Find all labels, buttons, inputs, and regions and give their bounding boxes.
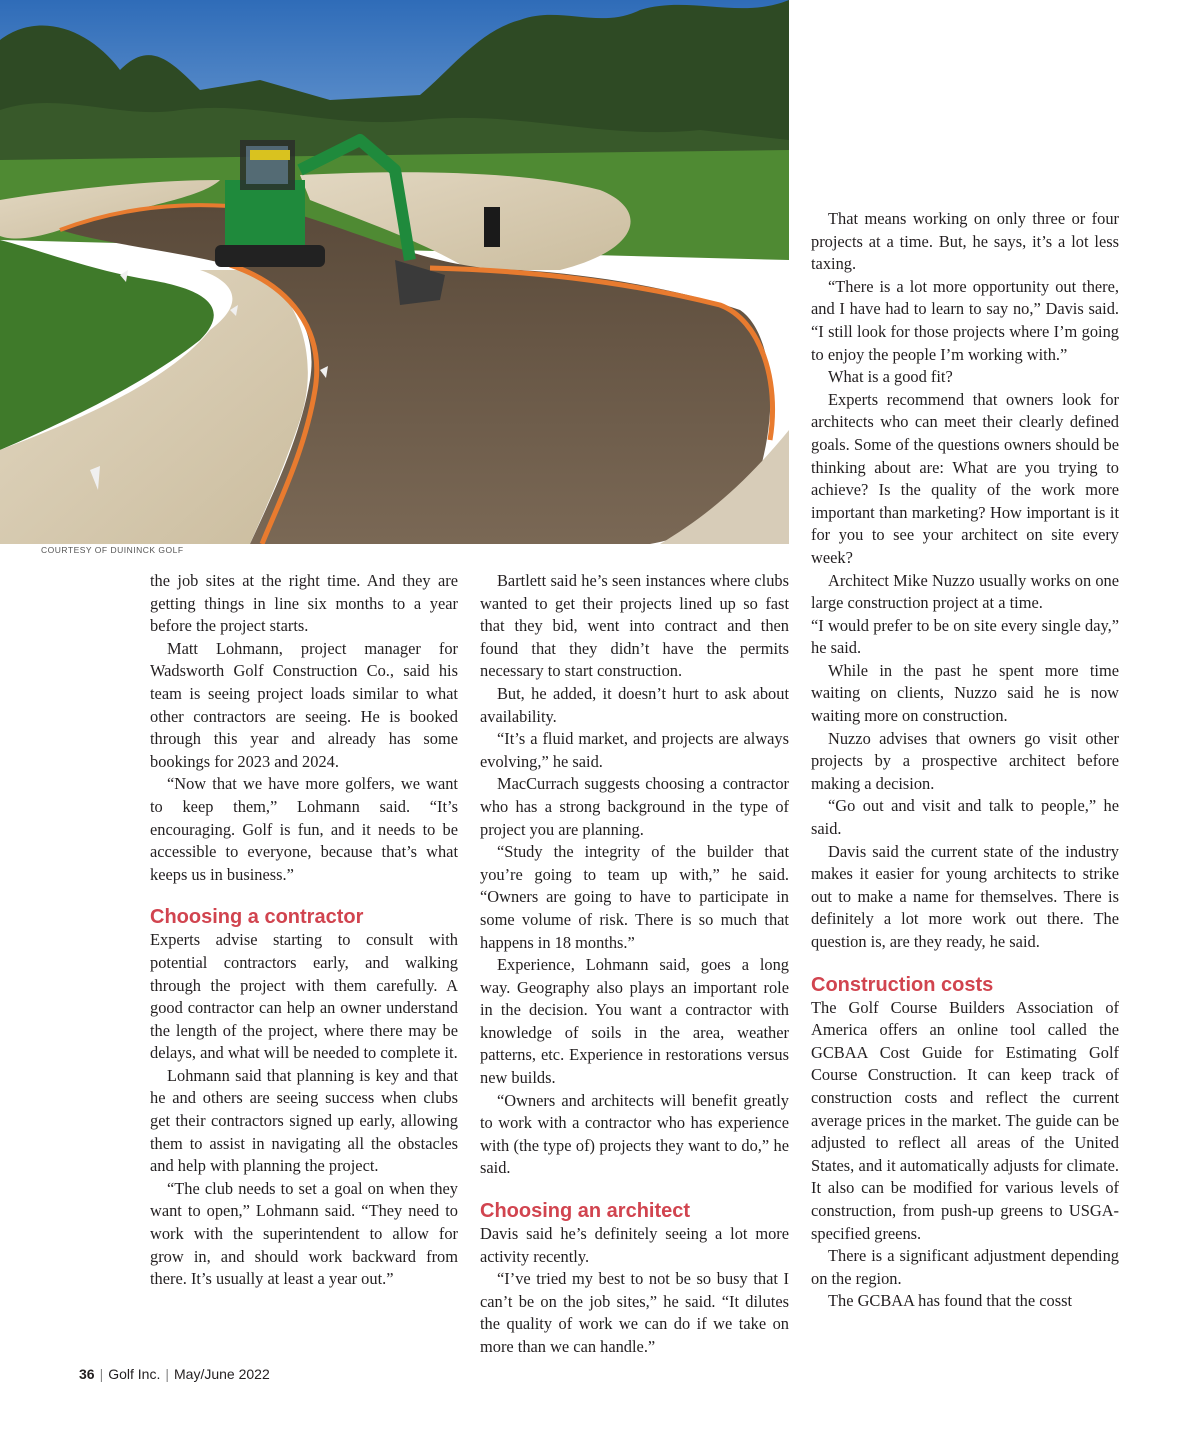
article-column-3 <box>811 208 1119 1313</box>
paragraph: The GCBAA has found that the cosst <box>828 1291 1073 1311</box>
paragraph: Experience, Lohmann said, goes a long way. Geography also plays an important role in the decision. You want a contractor with knowledge of soils in the area, weather patterns, etc. Experience in restorations versus new builds. <box>480 955 789 1088</box>
paragraph: The Golf Course Builders Association of America offers an online tool called the GCBAA Cost Guide for Estimating Golf Course Construction. It can keep track of construction costs and reflect the current average prices in the market. The guide can be adjusted to reflect all areas of the United States, and it automatically adjusts for climate. It also can be modified for various levels of construction, from push-up greens to USGA-specified greens. <box>811 997 1119 1243</box>
paragraph: Davis said the current state of the industry makes it easier for young architects to strike out to make a name for themselves. There is definitely a lot more work out there. The question is, are they ready, he said. <box>811 841 1119 951</box>
paragraph: But, he added, it doesn’t hurt to ask about availability. <box>480 683 789 726</box>
paragraph: There is a significant adjustment depending on the region. <box>811 1246 1119 1288</box>
paragraph: “Study the integrity of the builder that you’re going to team up with,” he said. “Owners are going to have to participate in some volume of risk. There is so much that happens in 18 months.” <box>480 842 789 952</box>
paragraph: “I would prefer to be on site every single day,” he said. <box>811 615 1119 658</box>
article-column-1 <box>150 570 458 1291</box>
section-heading-choosing-architect: Choosing an architect <box>480 1200 691 1223</box>
paragraph: Lohmann said that planning is key and that he and others are seeing success when clubs get their contractors signed up early, allowing them to assist in navigating all the obstacles and help with planning the project. <box>150 1065 458 1176</box>
paragraph: Experts recommend that owners look for architects who can meet their clearly defined goals. Some of the questions owners should be thinking about are: What are you trying to achieve? Is the quality of the work more important than marketing? How important is it for you to see your architect on site every week? <box>811 389 1119 567</box>
page-footer <box>79 1366 270 1382</box>
paragraph: “Now that we have more golfers, we want to keep them,” Lohmann said. “It’s encouraging. Golf is fun, and it needs to be accessible to everyone, because that’s what keeps us in business.” <box>150 774 458 884</box>
paragraph: “It’s a fluid market, and projects are always evolving,” he said. <box>480 729 789 771</box>
paragraph: “I’ve tried my best to not be so busy that I can’t be on the job sites,” he said. “It dilutes the quality of work we can do if we take on more than we can handle.” <box>480 1269 789 1356</box>
magazine-name: Golf Inc. <box>108 1366 161 1382</box>
paragraph: the job sites at the right time. And they are getting things in line six months to a year before the project starts. <box>150 571 458 636</box>
paragraph: “The club needs to set a goal on when they want to open,” Lohmann said. “They need to work with the superintendent to allow for grow in, and should work backward from there. It’s usually at least a year out.” <box>150 1178 458 1289</box>
article-photo <box>0 0 789 544</box>
paragraph: What is a good fit? <box>828 367 953 387</box>
section-heading-construction-costs: Construction costs <box>811 973 994 996</box>
paragraph: Experts advise starting to consult with potential contractors early, and walking through the project with them carefully. A good contractor can help an owner understand the length of the project, where there may be delays, and what will be needed to complete it. <box>150 930 458 1063</box>
page-number: 36 <box>79 1366 95 1382</box>
drain-pipe <box>484 207 500 247</box>
footer-separator: | <box>99 1366 104 1382</box>
photo-credit: COURTESY OF DUININCK GOLF <box>41 545 184 555</box>
paragraph: “Owners and architects will benefit greatly to work with a contractor who has experience with (the type of) projects they want to do,” he said. <box>480 1090 789 1178</box>
paragraph: That means working on only three or four projects at a time. But, he says, it’s a lot less taxing. <box>811 209 1119 274</box>
paragraph: While in the past he spent more time waiting on clients, Nuzzo said he is now waiting more on construction. <box>811 660 1119 726</box>
section-heading-choosing-contractor: Choosing a contractor <box>150 906 364 929</box>
article-column-2 <box>480 570 789 1359</box>
paragraph: Architect Mike Nuzzo usually works on one large construction project at a time. <box>811 570 1119 613</box>
paragraph: “Go out and visit and talk to people,” he said. <box>811 796 1119 839</box>
paragraph: Bartlett said he’s seen instances where clubs wanted to get their projects lined up so fast that they bid, went into contract and then found that they didn’t have the permits necessary to start construction. <box>480 571 789 681</box>
paragraph: “There is a lot more opportunity out there, and I have had to learn to say no,” Davis said. “I still look for those projects where I’m going to enjoy the people I’m working with.” <box>811 276 1119 364</box>
paragraph: Nuzzo advises that owners go visit other projects by a prospective architect before making a decision. <box>811 728 1119 793</box>
footer-separator: | <box>165 1366 169 1382</box>
paragraph: Matt Lohmann, project manager for Wadsworth Golf Construction Co., said his team is seeing project loads similar to what other contractors are seeing. He is booked through this year and already has some bookings for 2023 and 2024. <box>150 638 458 771</box>
paragraph: Davis said he’s definitely seeing a lot more activity recently. <box>480 1224 789 1266</box>
issue-date: May/June 2022 <box>174 1366 270 1382</box>
paragraph: MacCurrach suggests choosing a contractor who has a strong background in the type of project you are planning. <box>480 774 789 839</box>
